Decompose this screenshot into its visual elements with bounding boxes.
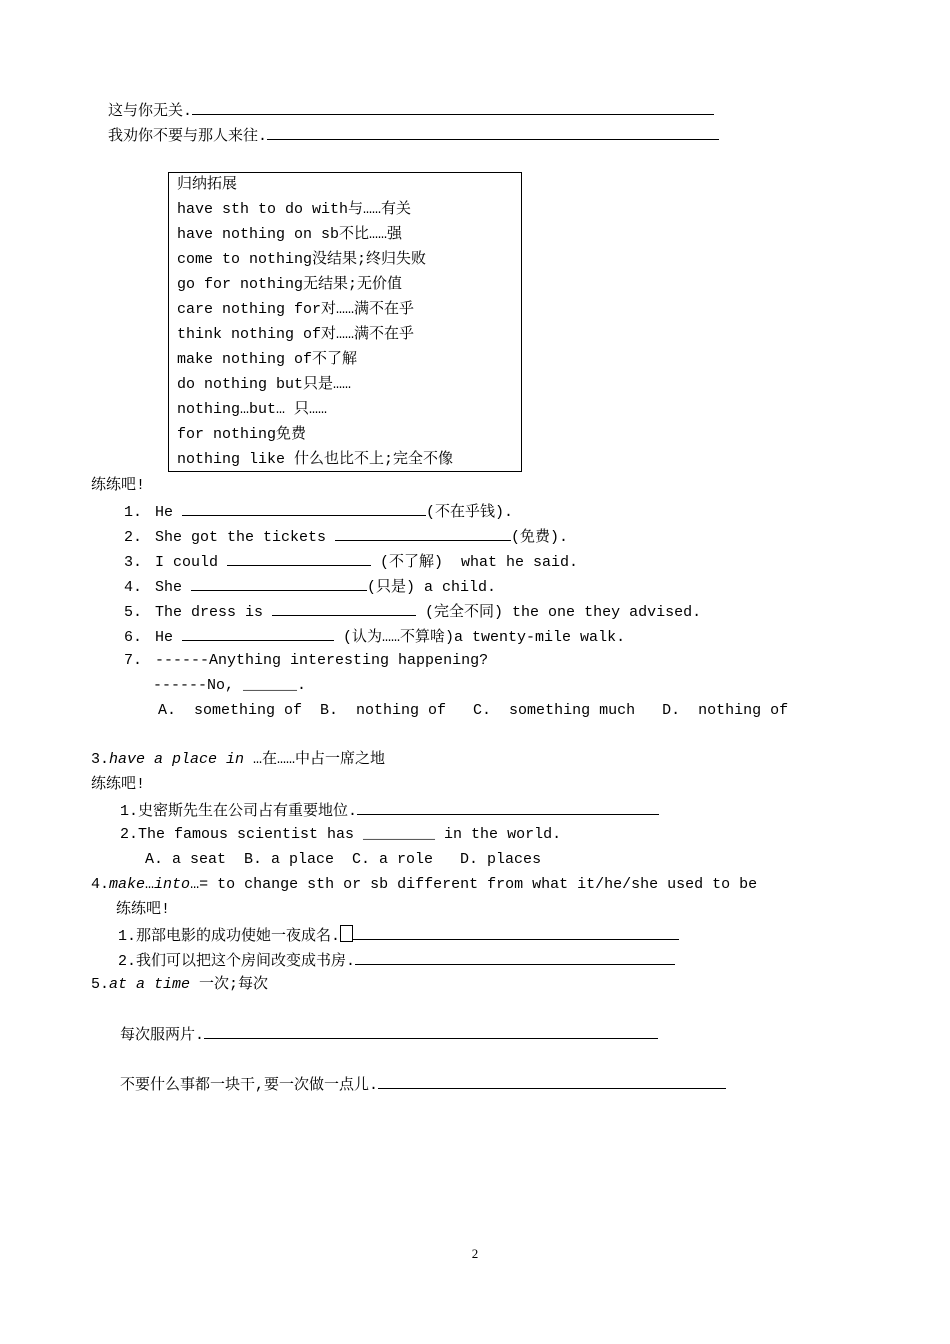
s3-question-1: 1.史密斯先生在公司占有重要地位. [120, 800, 659, 820]
s3-question-2: 2.The famous scientist has ________ in the world. [120, 826, 562, 843]
answer-blank[interactable] [182, 501, 426, 516]
section-5-title: 5.at a time 一次;每次 [91, 976, 269, 993]
question-2: 2. She got the tickets (免费). [124, 526, 568, 546]
answer-blank[interactable] [357, 800, 659, 815]
checkbox-icon [340, 925, 353, 942]
answer-blank[interactable] [204, 1024, 658, 1039]
question-4: 4. She (只是) a child. [124, 576, 496, 596]
question-1: 1. He (不在乎钱). [124, 501, 513, 521]
answer-blank[interactable] [335, 526, 511, 541]
answer-blank[interactable] [378, 1074, 726, 1089]
summary-item: make nothing of不了解 [177, 351, 358, 368]
exercise-heading: 练练吧! [91, 477, 146, 494]
summary-item: do nothing but只是…… [177, 376, 352, 393]
answer-blank[interactable] [355, 950, 675, 965]
answer-blank[interactable] [272, 601, 416, 616]
question-3: 3. I could (不了解) what he said. [124, 551, 578, 571]
answer-blank[interactable] [192, 100, 714, 115]
question-5: 5. The dress is (完全不同) the one they advised. [124, 601, 701, 621]
question-6: 6. He (认为……不算啥)a twenty-mile walk. [124, 626, 625, 646]
answer-blank[interactable] [267, 125, 719, 140]
summary-item: for nothing免费 [177, 426, 307, 443]
answer-blank[interactable] [191, 576, 367, 591]
s4-question-2: 2.我们可以把这个房间改变成书房. [118, 950, 675, 970]
s5-question-2: 不要什么事都一块干,要一次做一点儿. [120, 1074, 726, 1094]
section-3-title: 3.have a place in …在……中占一席之地 [91, 751, 386, 768]
summary-box [168, 172, 522, 472]
summary-item: go for nothing无结果;无价值 [177, 276, 403, 293]
question-7-reply: ------No, ______. [153, 677, 307, 694]
summary-item: think nothing of对……满不在乎 [177, 326, 415, 343]
summary-item: have sth to do with与……有关 [177, 201, 412, 218]
answer-blank[interactable] [353, 925, 679, 940]
s3-options: A. a seat B. a place C. a role D. places [145, 851, 542, 868]
exercise-heading: 练练吧! [91, 776, 146, 793]
question-7: 7. ------Anything interesting happening? [124, 652, 489, 669]
answer-blank[interactable] [182, 626, 334, 641]
summary-item: come to nothing没结果;终归失败 [177, 251, 427, 268]
question-7-options: A. something of B. nothing of C. something much D. nothing of [158, 702, 789, 719]
section-4-title: 4.make…into…= to change sth or sb different from what it/he/she used to be [91, 876, 758, 893]
summary-item: nothing…but… 只…… [177, 401, 328, 418]
summary-item: have nothing on sb不比……强 [177, 226, 403, 243]
page-number: 2 [471, 1246, 479, 1261]
summary-title: 归纳拓展 [177, 176, 238, 193]
answer-blank[interactable] [227, 551, 371, 566]
summary-item: nothing like 什么也比不上;完全不像 [177, 451, 454, 468]
summary-item: care nothing for对……满不在乎 [177, 301, 415, 318]
translate-line-1: 这与你无关. [108, 100, 714, 120]
translate-line-2: 我劝你不要与那人来往. [108, 125, 719, 145]
s4-question-1: 1.那部电影的成功使她一夜成名. [118, 925, 679, 945]
s5-question-1: 每次服两片. [120, 1024, 658, 1044]
exercise-heading: 练练吧! [116, 901, 171, 918]
